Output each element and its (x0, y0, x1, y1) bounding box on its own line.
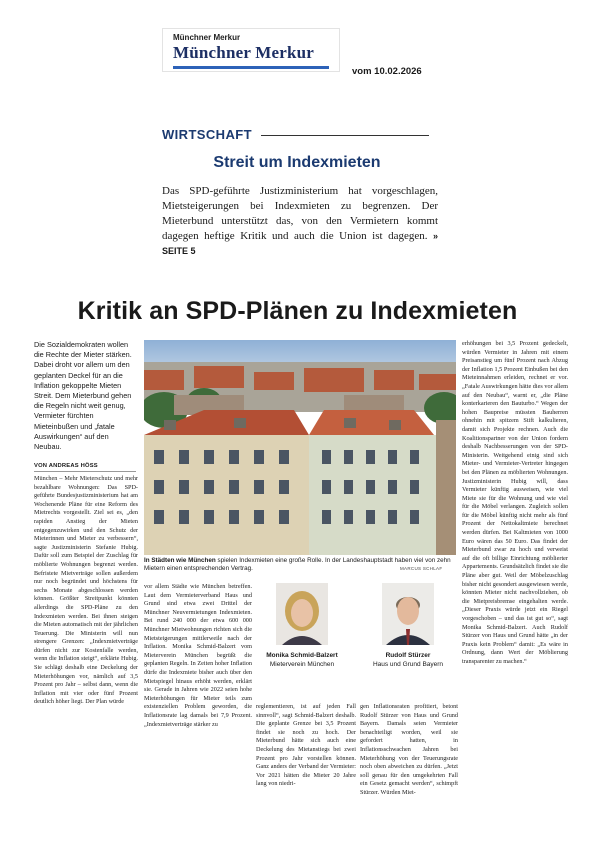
person1-name: Monika Schmid-Balzert (266, 652, 338, 659)
article-column-5: erhöhungen bei 3,5 Prozent gedeckelt, würden Vermieter in Jahren mit einem Preisanstieg um fünf Prozent nach Abzug der Inflation 1,5 Prozent Einbußen bei den Mieteinnahmen erleiden, rechnet er vor. „Fatale Auswirkungen hätte dies vor allem auf den Neubau“, warnt er, „die Pläne konterkarieren den Bauturbo.“ Wegen der hohen Baupreise müssten Bauherren ohnehin mit spitzem Stift kalkulieren, damit sich Projekte rechnen. Auch die Koalitionspartner von der Union fordern deshalb Nachbesserungen von der SPD-Ministerin. Weitgehend einig sind sich Mieter- und Vermieter-Vertreter hingegen bei den Plänen zu möblierten Wohnungen. Justizministerin Hubig will, dass Vermieter künftig ausweisen, wie viel Miete sie für die Wohnung und wie viel für die Möbel verlangen. Zugleich sollen für die Möbel künftig nicht mehr als fünf Prozent der Nettokaltmiete berechnet werden dürfen. Bei Kaltmieten von 1000 Euro wären das 50 Euro. Das findet der Mieterbund zwar zu hoch und verweist auf die oft billige Einrichtung möblierter Appartements. Grundsätzlich findet sie die Pläne aber gut. Weil der Möbelzuschlag bisher nicht gesondert ausgewiesen werde, könnten Mieter nicht nachvollziehen, ob die Mietpreisbremse eingehalten werde. „Dieser Praxis würde jetzt ein Riegel vorgeschoben – und das ist gut so“, sagt Monika Schmid-Balzert. Auch Rudolf Stürzer von Haus und Grund hätte „in der Praxis kein Problem“ damit: „Es wäre in Ordnung, dann Wert der Möblierung transparenter zu machen.“ (462, 340, 568, 665)
masthead-bar (173, 66, 329, 69)
teaser-body (162, 184, 438, 259)
teaser-page-ref[interactable]: » SEITE 5 (162, 231, 439, 256)
person2-name: Rudolf Stürzer (385, 652, 431, 659)
person1-org: Mieterverein München (269, 660, 335, 668)
photo-credit: MARCUS SCHLAF (400, 566, 443, 571)
masthead-small: Münchner Merkur (173, 33, 241, 42)
portrait-monika-schmid-balzert (276, 583, 328, 645)
portrait-woman-image (276, 583, 328, 645)
portrait-label-2 (353, 652, 463, 669)
rubric-divider (261, 135, 429, 136)
article-author: VON ANDREAS HÖSS (34, 463, 136, 472)
issue-date: vom 10.02.2026 (352, 66, 422, 77)
portrait-rudolf-stuerzer (382, 583, 434, 645)
article-headline: Kritik an SPD-Plänen zu Indexmieten (77, 297, 518, 325)
portrait-label-1 (247, 652, 357, 669)
city-photo (144, 340, 456, 555)
photo-caption-lead: In Städten wie München (144, 557, 216, 564)
article-lead: Die Sozialdemokraten wollen die Rechte der Mieter stärken. Dabei droht vor allem um den geplanten Deckel für an die Inflation gekoppelte Mieten Streit. Dem Mieterbund gehen die Regeln nicht weit genug, Vermieter fürchten Mieteinbußen und „fatale Auswirkungen“ auf den Neubau. (34, 340, 132, 452)
rubric-label: WIRTSCHAFT (162, 127, 252, 142)
article-column-4: gen Inflationsraten profitiert, betont Rudolf Stürzer von Haus und Grund Bayern. Damals seien Vermieter benachteiligt worden, weil sie gefordert hatten, in Inflationsschwachen Jahren bei Mieterhöhung von der Teuerungsrate noch oben abweichen zu dürfen. „Jetzt soll genau für den umgekehrten Fall ein Gesetz gemacht werden“, schimpft Stürzer. Würden Miet- (360, 703, 458, 796)
masthead-logo (162, 28, 340, 72)
teaser-headline: Streit um Indexmieten (213, 154, 381, 171)
portrait-man-image (382, 583, 434, 645)
article-column-3: reglementieren, ist auf jeden Fall sinnvoll“, sagt Schmid-Balzert deshalb. Die geplante Grenze bei 3,5 Prozent findet sie noch zu hoch. Der Mieterbund hätte sich auch eine Deckelung des Mietanstiegs bei zwei Prozent pro Jahr vorstellen können. Ganz anders der Verband der Vermieter: Vor 2021 hätten die Mieter 20 Jahre lang von niedri- (256, 703, 356, 788)
article-column-2: vor allem Städte wie München betreffen. Laut dem Vermieterverband Haus und Grund sind etwa zwei Drittel der Münchner Neuvermietungen Indexmieten. Bei rund 240 000 der etwa 600 000 Münchner Mietwohnungen richten sich die Mietsteigerungen mittlerweile nach der Inflation. Monika Schmid-Balzert vom Mieterverein München begrüßt die geplanten Regeln. In Zeiten hoher Inflation dürfe die Indexmiete bisher auch über den Mietspiegel hinaus erhöht werden, erklärt sie. Gerade in Jahren wie 2022 seien hohe Mieterhöhungen für Mieter teils zum existenziellen Problem geworden, die Inflationsrate lag damals bei 7,9 Prozent. „Indexmietverträge stärker zu (144, 583, 252, 728)
masthead-name: Münchner Merkur (173, 43, 315, 62)
photo-caption-text: spielen Indexmieten eine große Rolle. In der Landeshauptstadt haben viel von zehn Mietern einen entsprechenden Vertrag. (144, 557, 451, 572)
teaser-text: Das SPD-geführte Justizministerium hat vorgeschlagen, Mietsteigerungen bei Indexmieten zu begrenzen. Der Mieterbund unterstützt das, von den Vermietern kommt dagegen heftige Kritik und auch die Union ist dagegen. (162, 185, 438, 242)
person2-org: Haus und Grund Bayern (372, 660, 444, 668)
munich-rooftops-image (144, 340, 456, 555)
article-column-1: München – Mehr Mieterschutz und mehr bezahlbare Wohnungen: Das SPD-geführte Bundesjustizministerium hat am Wochenende Pläne für eine Reform des Mietrechts vorgestellt. Ziel sei es, „den rapiden Anstieg der Mieten entgegenzuwirken und den Schutz der Mieterinnen und Mieter zu verbessern“, sagte Justizministerin Stefanie Hubig. Dafür soll zum Beispiel der Zuschlag für möblierte Wohnungen begrenzt werden. Befristete Mietverträge sollen außerdem nur noch begründet und höchstens für sechs Monate abgeschlossen werden können. Größter Streitpunkt könnten allerdings die SPD-Pläne zu den Indexmieten werden. Bei ihnen steigen die Mieten automatisch mit der jährlichen Teuerung. Die Ministerin will nun strengere Grenzen: „Indexmietverträge dürfen nicht zur Kostenfalle werden, wenn die Inflation steigt“, erklärte Hubig. Sie schlägt deshalb eine Deckelung der Mieterhöhungen vor, nämlich auf 3,5 Prozent pro Jahr – selbst dann, wenn die Inflation mit vier oder fünf Prozent deutlich höher liegt. Der Plan würde (34, 475, 138, 706)
